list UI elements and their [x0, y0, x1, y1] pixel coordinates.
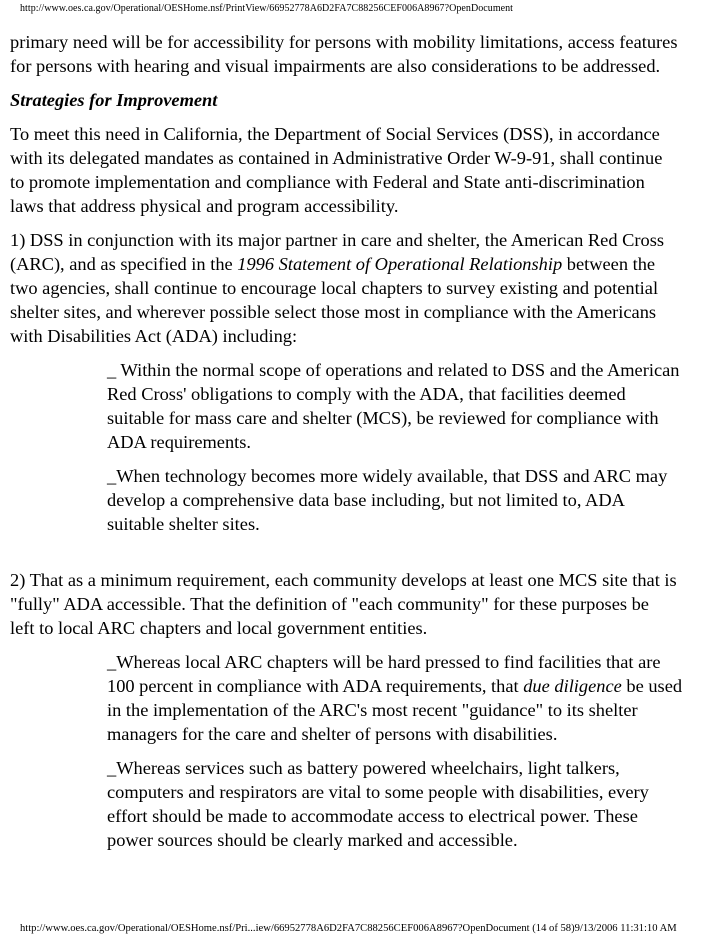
text-line: to promote implementation and compliance with Federal and State anti-discrimination	[10, 172, 645, 192]
text-segment: (ARC), and as specified in the	[10, 254, 238, 274]
text-line: computers and respirators are vital to some people with disabilities, every	[107, 782, 649, 802]
text-line: two agencies, shall continue to encourage local chapters to survey existing and potential	[10, 278, 659, 298]
text-line: with its delegated mandates as contained in Administrative Order W-9-91, shall continue	[10, 148, 663, 168]
text-line: 1) DSS in conjunction with its major partner in care and shelter, the American Red Cross	[10, 230, 665, 250]
text-line: _Whereas local ARC chapters will be hard pressed to find facilities that are	[107, 652, 661, 672]
text-segment: be used	[621, 676, 683, 696]
text-segment: 100 percent in compliance with ADA requirements, that	[107, 676, 524, 696]
bullet-2a	[10, 650, 718, 746]
document-body	[10, 30, 718, 862]
emphasis-phrase: due diligence	[523, 676, 622, 696]
text-line: ADA requirements.	[107, 432, 252, 452]
text-line: in the implementation of the ARC's most recent "guidance" to its shelter	[107, 700, 638, 720]
text-line: To meet this need in California, the Department of Social Services (DSS), in accordance	[10, 124, 660, 144]
text-line: _ Within the normal scope of operations and related to DSS and the American	[107, 360, 680, 380]
strategy-paragraph	[10, 122, 718, 218]
header-url: http://www.oes.ca.gov/Operational/OESHome.nsf/PrintView/66952778A6D2FA7C88256CEF006A8967?OpenDocument	[20, 3, 514, 14]
text-line: for persons with hearing and visual impairments are also considerations to be addressed.	[10, 56, 661, 76]
bullet-1a	[10, 358, 718, 454]
intro-paragraph	[10, 30, 718, 78]
text-line: _When technology becomes more widely available, that DSS and ARC may	[107, 466, 668, 486]
text-line: power sources should be clearly marked and accessible.	[107, 830, 518, 850]
bullet-2b	[10, 756, 718, 852]
text-line: develop a comprehensive data base including, but not limited to, ADA	[107, 490, 625, 510]
text-line: _Whereas services such as battery powered wheelchairs, light talkers,	[107, 758, 620, 778]
text-line: shelter sites, and wherever possible select those most in compliance with the Americans	[10, 302, 657, 322]
text-line	[107, 674, 718, 698]
item-1-paragraph	[10, 228, 718, 348]
text-line: managers for the care and shelter of persons with disabilities.	[107, 724, 558, 744]
text-line: "fully" ADA accessible. That the definition of "each community" for these purposes be	[10, 594, 649, 614]
emphasis-title: 1996 Statement of Operational Relationship	[237, 254, 563, 274]
text-segment: between the	[562, 254, 656, 274]
bullet-1b	[10, 464, 718, 536]
text-line: Red Cross' obligations to comply with the ADA, that facilities deemed	[107, 384, 626, 404]
text-line: laws that address physical and program accessibility.	[10, 196, 399, 216]
text-line: effort should be made to accommodate access to electrical power. These	[107, 806, 638, 826]
text-line: suitable shelter sites.	[107, 514, 260, 534]
text-line: left to local ARC chapters and local government entities.	[10, 618, 428, 638]
text-line	[10, 252, 718, 276]
footer-url: http://www.oes.ca.gov/Operational/OESHome.nsf/Pri...iew/66952778A6D2FA7C88256CEF006A8967?OpenDocument (14 of 58)9/13/2006 11:31:10 AM	[20, 923, 677, 934]
text-line: primary need will be for accessibility for persons with mobility limitations, access features	[10, 32, 678, 52]
text-line: with Disabilities Act (ADA) including:	[10, 326, 298, 346]
text-line: suitable for mass care and shelter (MCS), be reviewed for compliance with	[107, 408, 659, 428]
item-2-paragraph	[10, 568, 718, 640]
text-line: 2) That as a minimum requirement, each community develops at least one MCS site that is	[10, 570, 677, 590]
section-heading: Strategies for Improvement	[10, 90, 218, 110]
